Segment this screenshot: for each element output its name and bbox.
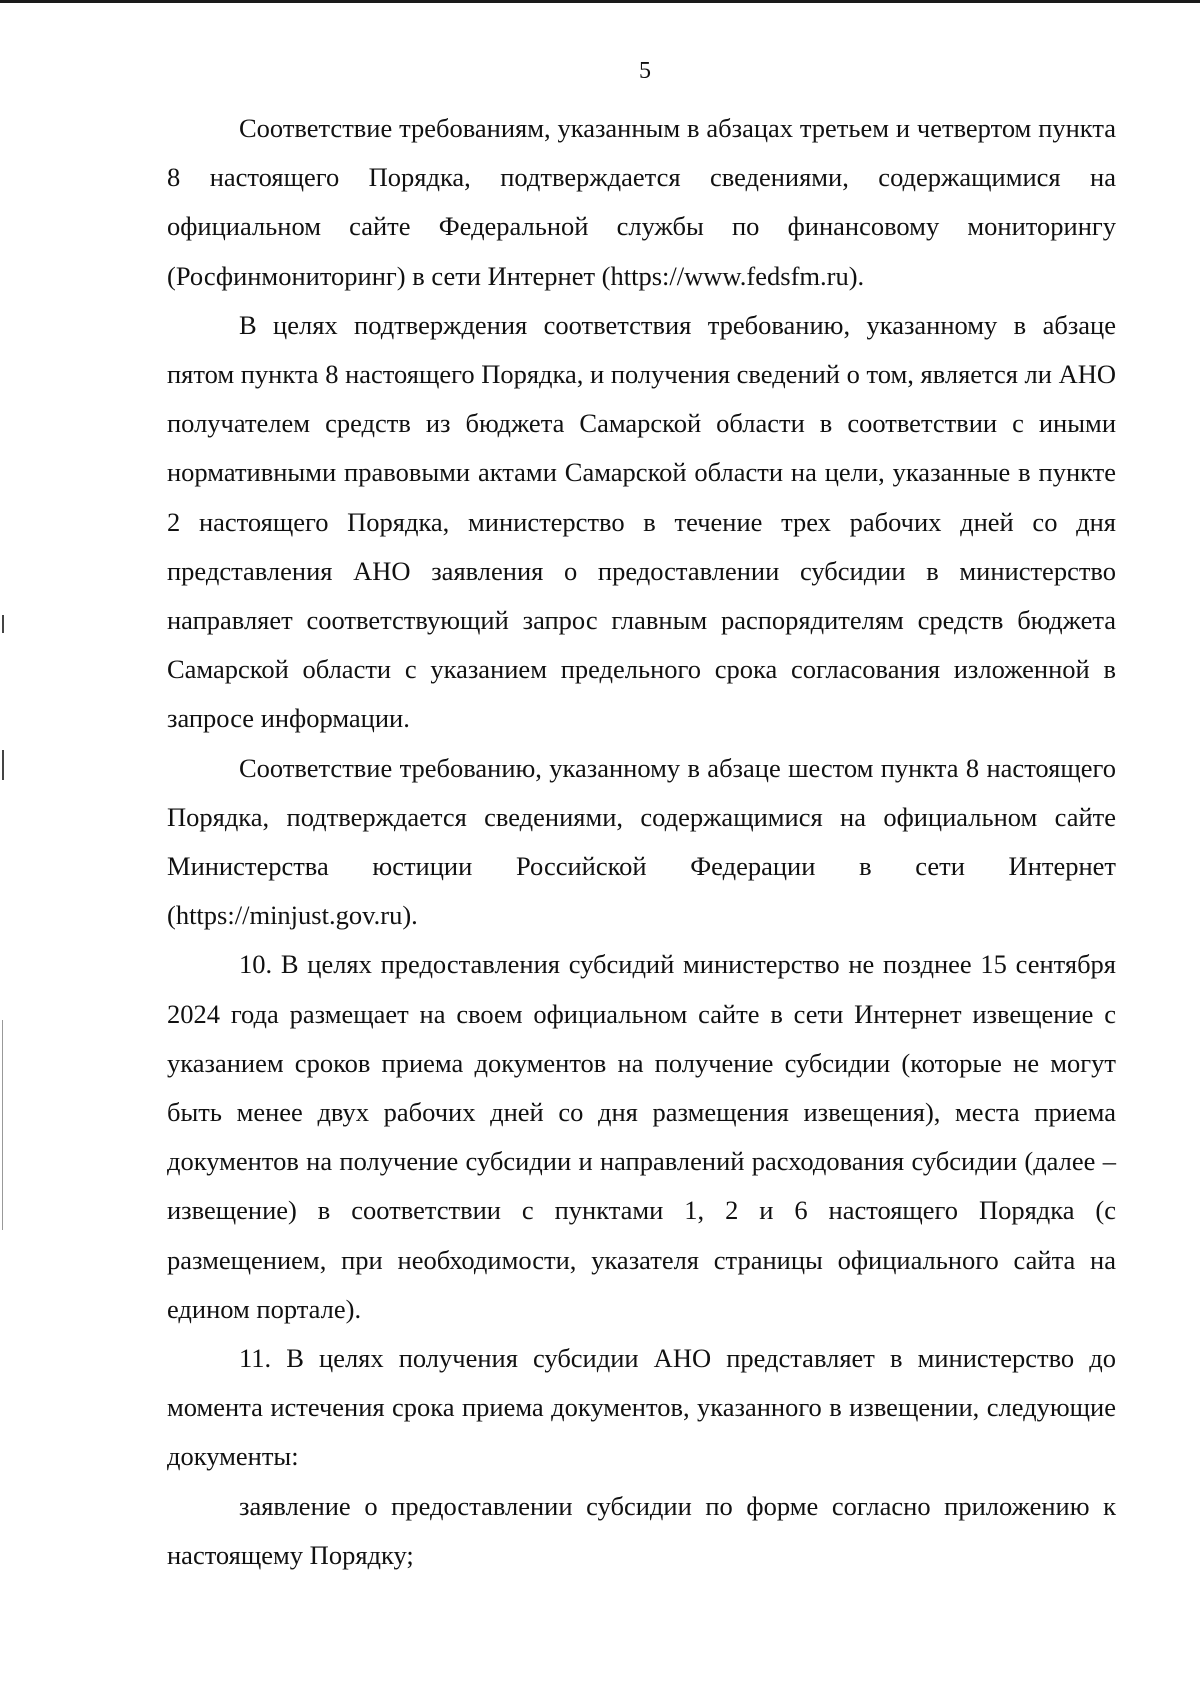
paragraph-application-form: заявление о предоставлении субсидии по форме согласно приложению к настоящему Порядку; bbox=[167, 1490, 1116, 1570]
scan-artifact bbox=[2, 1020, 3, 1230]
document-body bbox=[167, 104, 1116, 1580]
paragraph-rosfinmonitoring: Соответствие требованиям, указанным в абзацах третьем и четвертом пункта 8 настоящего Порядка, подтверждается сведениями, содержащимися на официальном сайте Федеральной службы по финансовому мониторингу (Росфинмониторинг) в сети Интернет (https://www.fedsfm.ru). bbox=[167, 113, 1116, 291]
paragraph-budget-request: В целях подтверждения соответствия требованию, указанному в абзаце пятом пункта 8 настоящего Порядка, и получения сведений о том, является ли АНО получателем средств из бюджета Самарской области в соответствии с иными нормативными правовыми актами Самарской области на цели, указанные в пункте 2 настоящего Порядка, министерство в течение трех рабочих дней со дня представления АНО заявления о предоставлении субсидии в министерство направляет соответствующий запрос главным распорядителям средств бюджета Самарской области с указанием предельного срока согласования изложенной в запросе информации. bbox=[167, 309, 1116, 734]
page-number: 5 bbox=[639, 58, 651, 84]
scan-top-border bbox=[0, 0, 1200, 3]
scan-artifact bbox=[2, 750, 4, 780]
paragraph-minjust: Соответствие требованию, указанному в абзаце шестом пункта 8 настоящего Порядка, подтверждается сведениями, содержащимися на официальном сайте Министерства юстиции Российской Федерации в сети Интернет (https://minjust.gov.ru). bbox=[167, 752, 1116, 931]
scan-artifact bbox=[2, 615, 4, 633]
paragraph-item-10: 10. В целях предоставления субсидий министерство не позднее 15 сентября 2024 года размещает на своем официальном сайте в сети Интернет извещение с указанием сроков приема документов на получение субсидии (которые не могут быть менее двух рабочих дней со дня размещения извещения), места приема документов на получение субсидии и направлений расходования субсидии (далее – извещение) в соответствии с пунктами 1, 2 и 6 настоящего Порядка (с размещением, при необходимости, указателя страницы официального сайта на едином портале). bbox=[167, 949, 1116, 1324]
paragraph-item-11: 11. В целях получения субсидии АНО представляет в министерство до момента истечения срока приема документов, указанного в извещении, следующие документы: bbox=[167, 1343, 1116, 1472]
